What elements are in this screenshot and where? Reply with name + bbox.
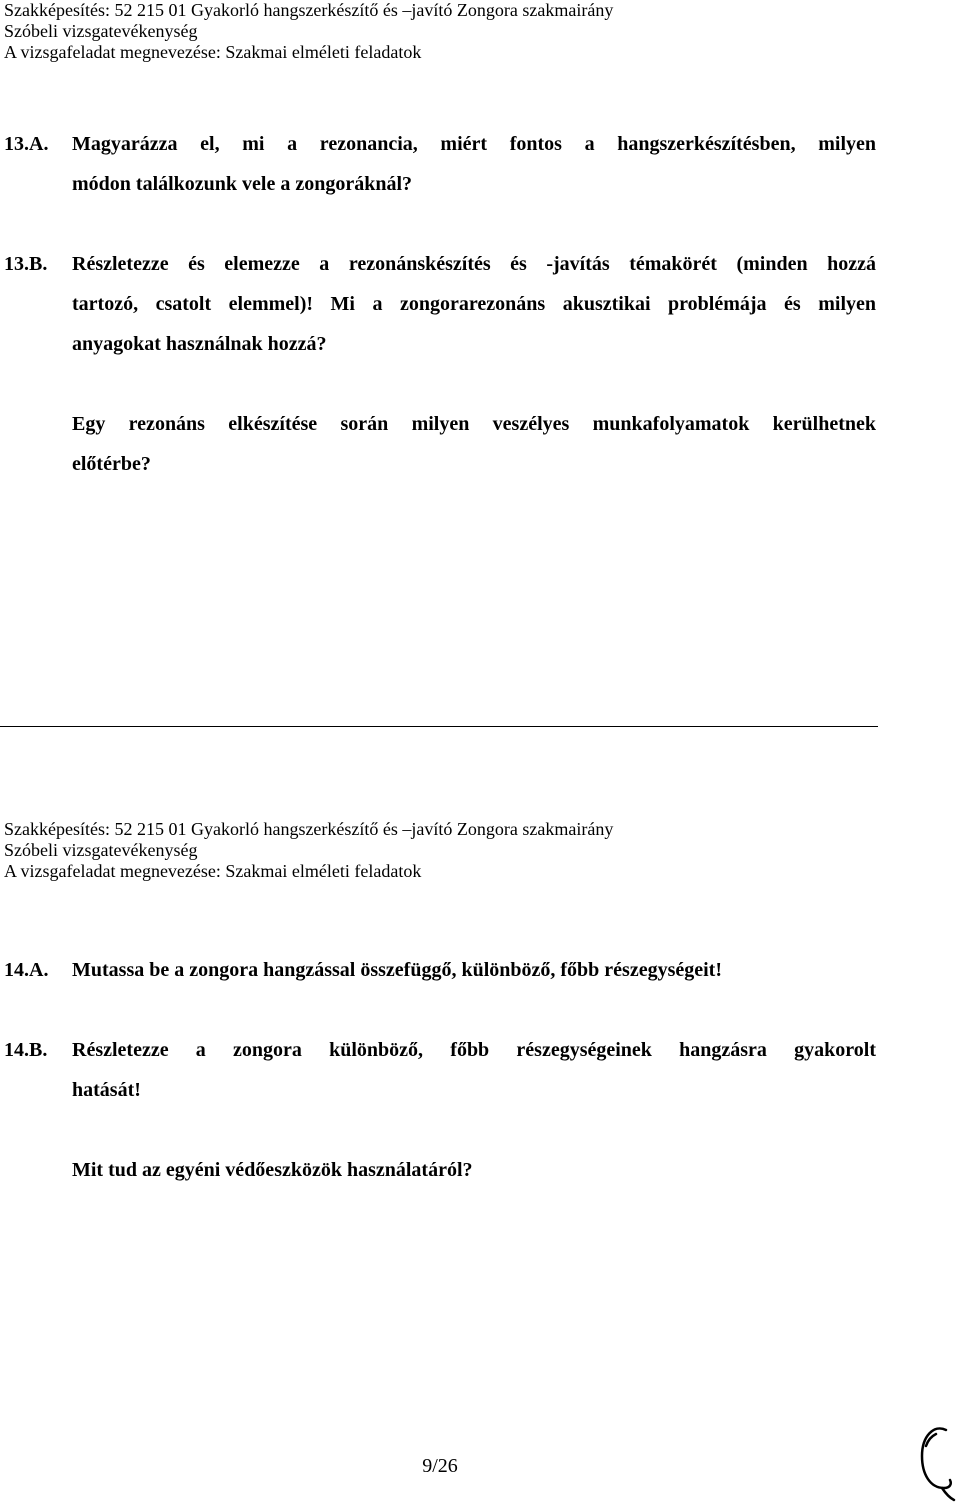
question-14b [0, 1030, 876, 1190]
question-text-line: Magyarázza el, mi a rezonancia, miért fontos a hangszerkészítésben, milyen [72, 133, 876, 155]
question-13a [0, 124, 876, 204]
header-task-name: A vizsgafeladat megnevezése: Szakmai elméleti feladatok [4, 42, 422, 62]
question-text-line: előtérbe? [72, 453, 151, 475]
question-13b [0, 244, 876, 484]
header-qualification: Szakképesítés: 52 215 01 Gyakorló hangszerkészítő és –javító Zongora szakmairány [4, 0, 614, 20]
page-header-bottom [4, 819, 613, 882]
question-text-line: Részletezze a zongora különböző, főbb részegységeinek hangzásra gyakorolt [72, 1039, 876, 1061]
page-header-top [4, 0, 613, 63]
question-text-line: tartozó, csatolt elemmel)! Mi a zongorarezonáns akusztikai problémája és milyen [72, 293, 876, 315]
question-text-line: Mit tud az egyéni védőeszközök használatáról? [72, 1159, 473, 1181]
question-text-line: anyagokat használnak hozzá? [72, 333, 327, 355]
header-task-name: A vizsgafeladat megnevezése: Szakmai elméleti feladatok [4, 861, 422, 881]
question-text-line: hatását! [72, 1079, 141, 1101]
question-text-line: Egy rezonáns elkészítése során milyen veszélyes munkafolyamatok kerülhetnek [72, 413, 876, 435]
header-qualification: Szakképesítés: 52 215 01 Gyakorló hangszerkészítő és –javító Zongora szakmairány [4, 819, 614, 839]
header-activity: Szóbeli vizsgatevékenység [4, 840, 198, 860]
signature-mark-icon [916, 1422, 956, 1502]
question-number: 13.A. [4, 133, 49, 155]
question-text-line: módon találkozunk vele a zongoráknál? [72, 173, 413, 195]
question-number: 13.B. [4, 253, 48, 275]
question-number: 14.B. [4, 1039, 48, 1061]
header-activity: Szóbeli vizsgatevékenység [4, 21, 198, 41]
page-number: 9/26 [422, 1455, 458, 1477]
question-14a [0, 950, 876, 990]
section-divider [0, 726, 878, 727]
question-number: 14.A. [4, 959, 49, 981]
question-text-line: Részletezze és elemezze a rezonánskészítés és -javítás témakörét (minden hozzá [72, 253, 876, 275]
question-text-line: Mutassa be a zongora hangzással összefüggő, különböző, főbb részegységeit! [72, 959, 722, 981]
